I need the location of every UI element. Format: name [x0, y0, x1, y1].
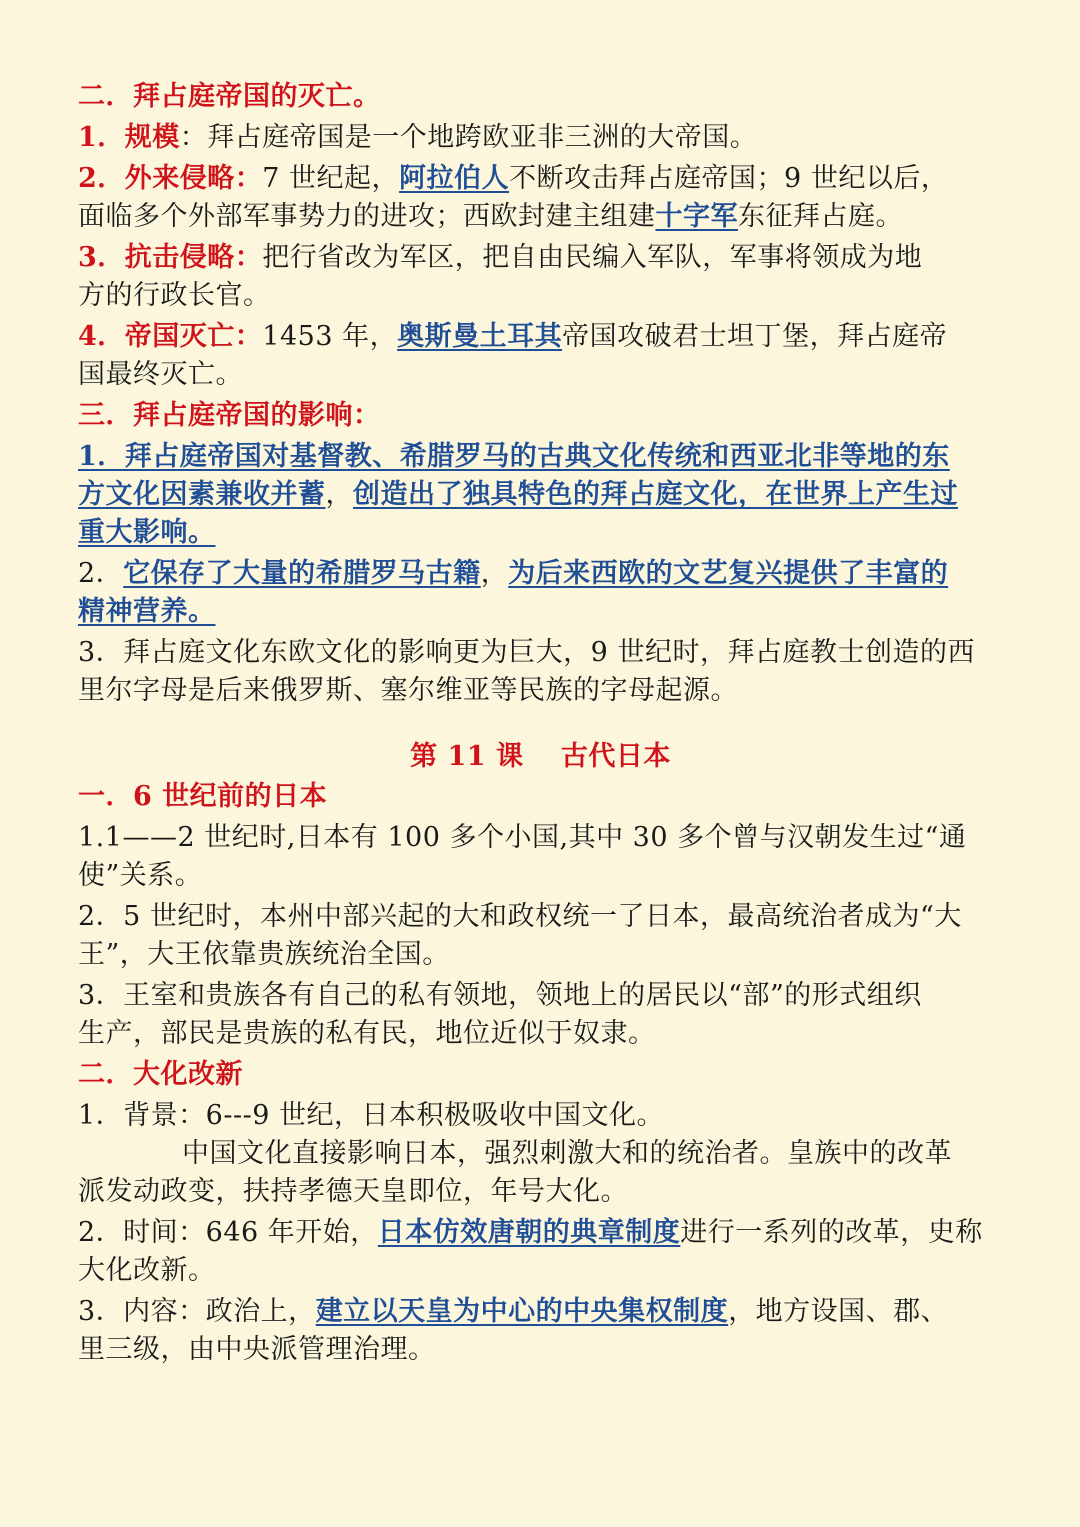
item-key: 帝国灭亡 [124, 321, 235, 352]
highlight-term: 日本仿效唐朝的典章制度 [377, 1217, 681, 1248]
paragraph: 1．背景：6---9 世纪，日本积极吸收中国文化。 中国文化直接影响日本，强烈刺激大和的统治者。皇族中的改革 派发动政变，扶持孝德天皇即位，年号大化。 [78, 1100, 952, 1207]
paragraph: 4．帝国灭亡：1453 年，奥斯曼土耳其帝国攻破君士坦丁堡，拜占庭帝 国最终灭亡。 [78, 321, 948, 390]
paragraph: 2．时间：646 年开始，日本仿效唐朝的典章制度进行一系列的改革，史称 大化改新。 [78, 1217, 983, 1286]
item-number: 2． [78, 163, 125, 194]
highlight-term: 建立以天皇为中心的中央集权制度 [315, 1296, 729, 1327]
item-key: 抗击侵略 [124, 242, 235, 273]
item-number: 4． [78, 321, 125, 352]
item-key: 外来侵略 [124, 163, 235, 194]
paragraph: 3．抗击侵略：把行省改为军区，把自由民编入军队，军事将领成为地 方的行政长官。 [78, 242, 923, 311]
highlight-term: 奥斯曼土耳其 [397, 321, 563, 352]
paragraph: 2．外来侵略：7 世纪起，阿拉伯人不断攻击拜占庭帝国；9 世纪以后， 面临多个外部军事势力的进攻；西欧封建主组建十字军东征拜占庭。 [78, 163, 949, 232]
item-text: 拜占庭帝国是一个地跨欧亚非三洲的大帝国。 [207, 122, 758, 153]
content [78, 78, 1003, 1372]
paragraph: 1．拜占庭帝国对基督教、希腊罗马的古典文化传统和西亚北非等地的东 方文化因素兼收并蓄，创造出了独具特色的拜占庭文化，在世界上产生过 重大影响。 [78, 441, 958, 548]
section-heading: 二．拜占庭帝国的灭亡。 [78, 81, 381, 112]
item-number: 2． [78, 558, 124, 589]
highlight-term: 阿拉伯人 [399, 163, 510, 194]
paragraph: 3．内容：政治上，建立以天皇为中心的中央集权制度，地方设国、郡、 里三级，由中央派管理治理。 [78, 1296, 949, 1365]
paragraph: 1.1——2 世纪时,日本有 100 多个小国,其中 30 多个曾与汉朝发生过“通 使”关系。 [78, 822, 967, 891]
item-number: 1． [78, 122, 125, 153]
paragraph: 2．它保存了大量的希腊罗马古籍，为后来西欧的文艺复兴提供了丰富的 精神营养。 [78, 558, 949, 627]
section-heading: 二．大化改新 [78, 1059, 243, 1090]
section-heading: 一．6 世纪前的日本 [78, 781, 328, 812]
paragraph: 1．规模：拜占庭帝国是一个地跨欧亚非三洲的大帝国。 [78, 122, 758, 153]
highlight-term: 十字军 [655, 201, 738, 232]
paragraph: 3．王室和贵族各有自己的私有领地，领地上的居民以“部”的形式组织 生产，部民是贵族的私有民，地位近似于奴隶。 [78, 980, 922, 1049]
section-heading: 三．拜占庭帝国的影响： [78, 400, 381, 431]
lesson-title: 第 11 课 古代日本 [410, 741, 671, 772]
paragraph: 3．拜占庭文化东欧文化的影响更为巨大，9 世纪时，拜占庭教士创造的西 里尔字母是后来俄罗斯、塞尔维亚等民族的字母起源。 [78, 637, 975, 706]
item-number: 3． [78, 242, 125, 273]
item-key: 规模 [124, 122, 180, 153]
paragraph: 2．5 世纪时，本州中部兴起的大和政权统一了日本，最高统治者成为“大 王”，大王依靠贵族统治全国。 [78, 901, 962, 970]
